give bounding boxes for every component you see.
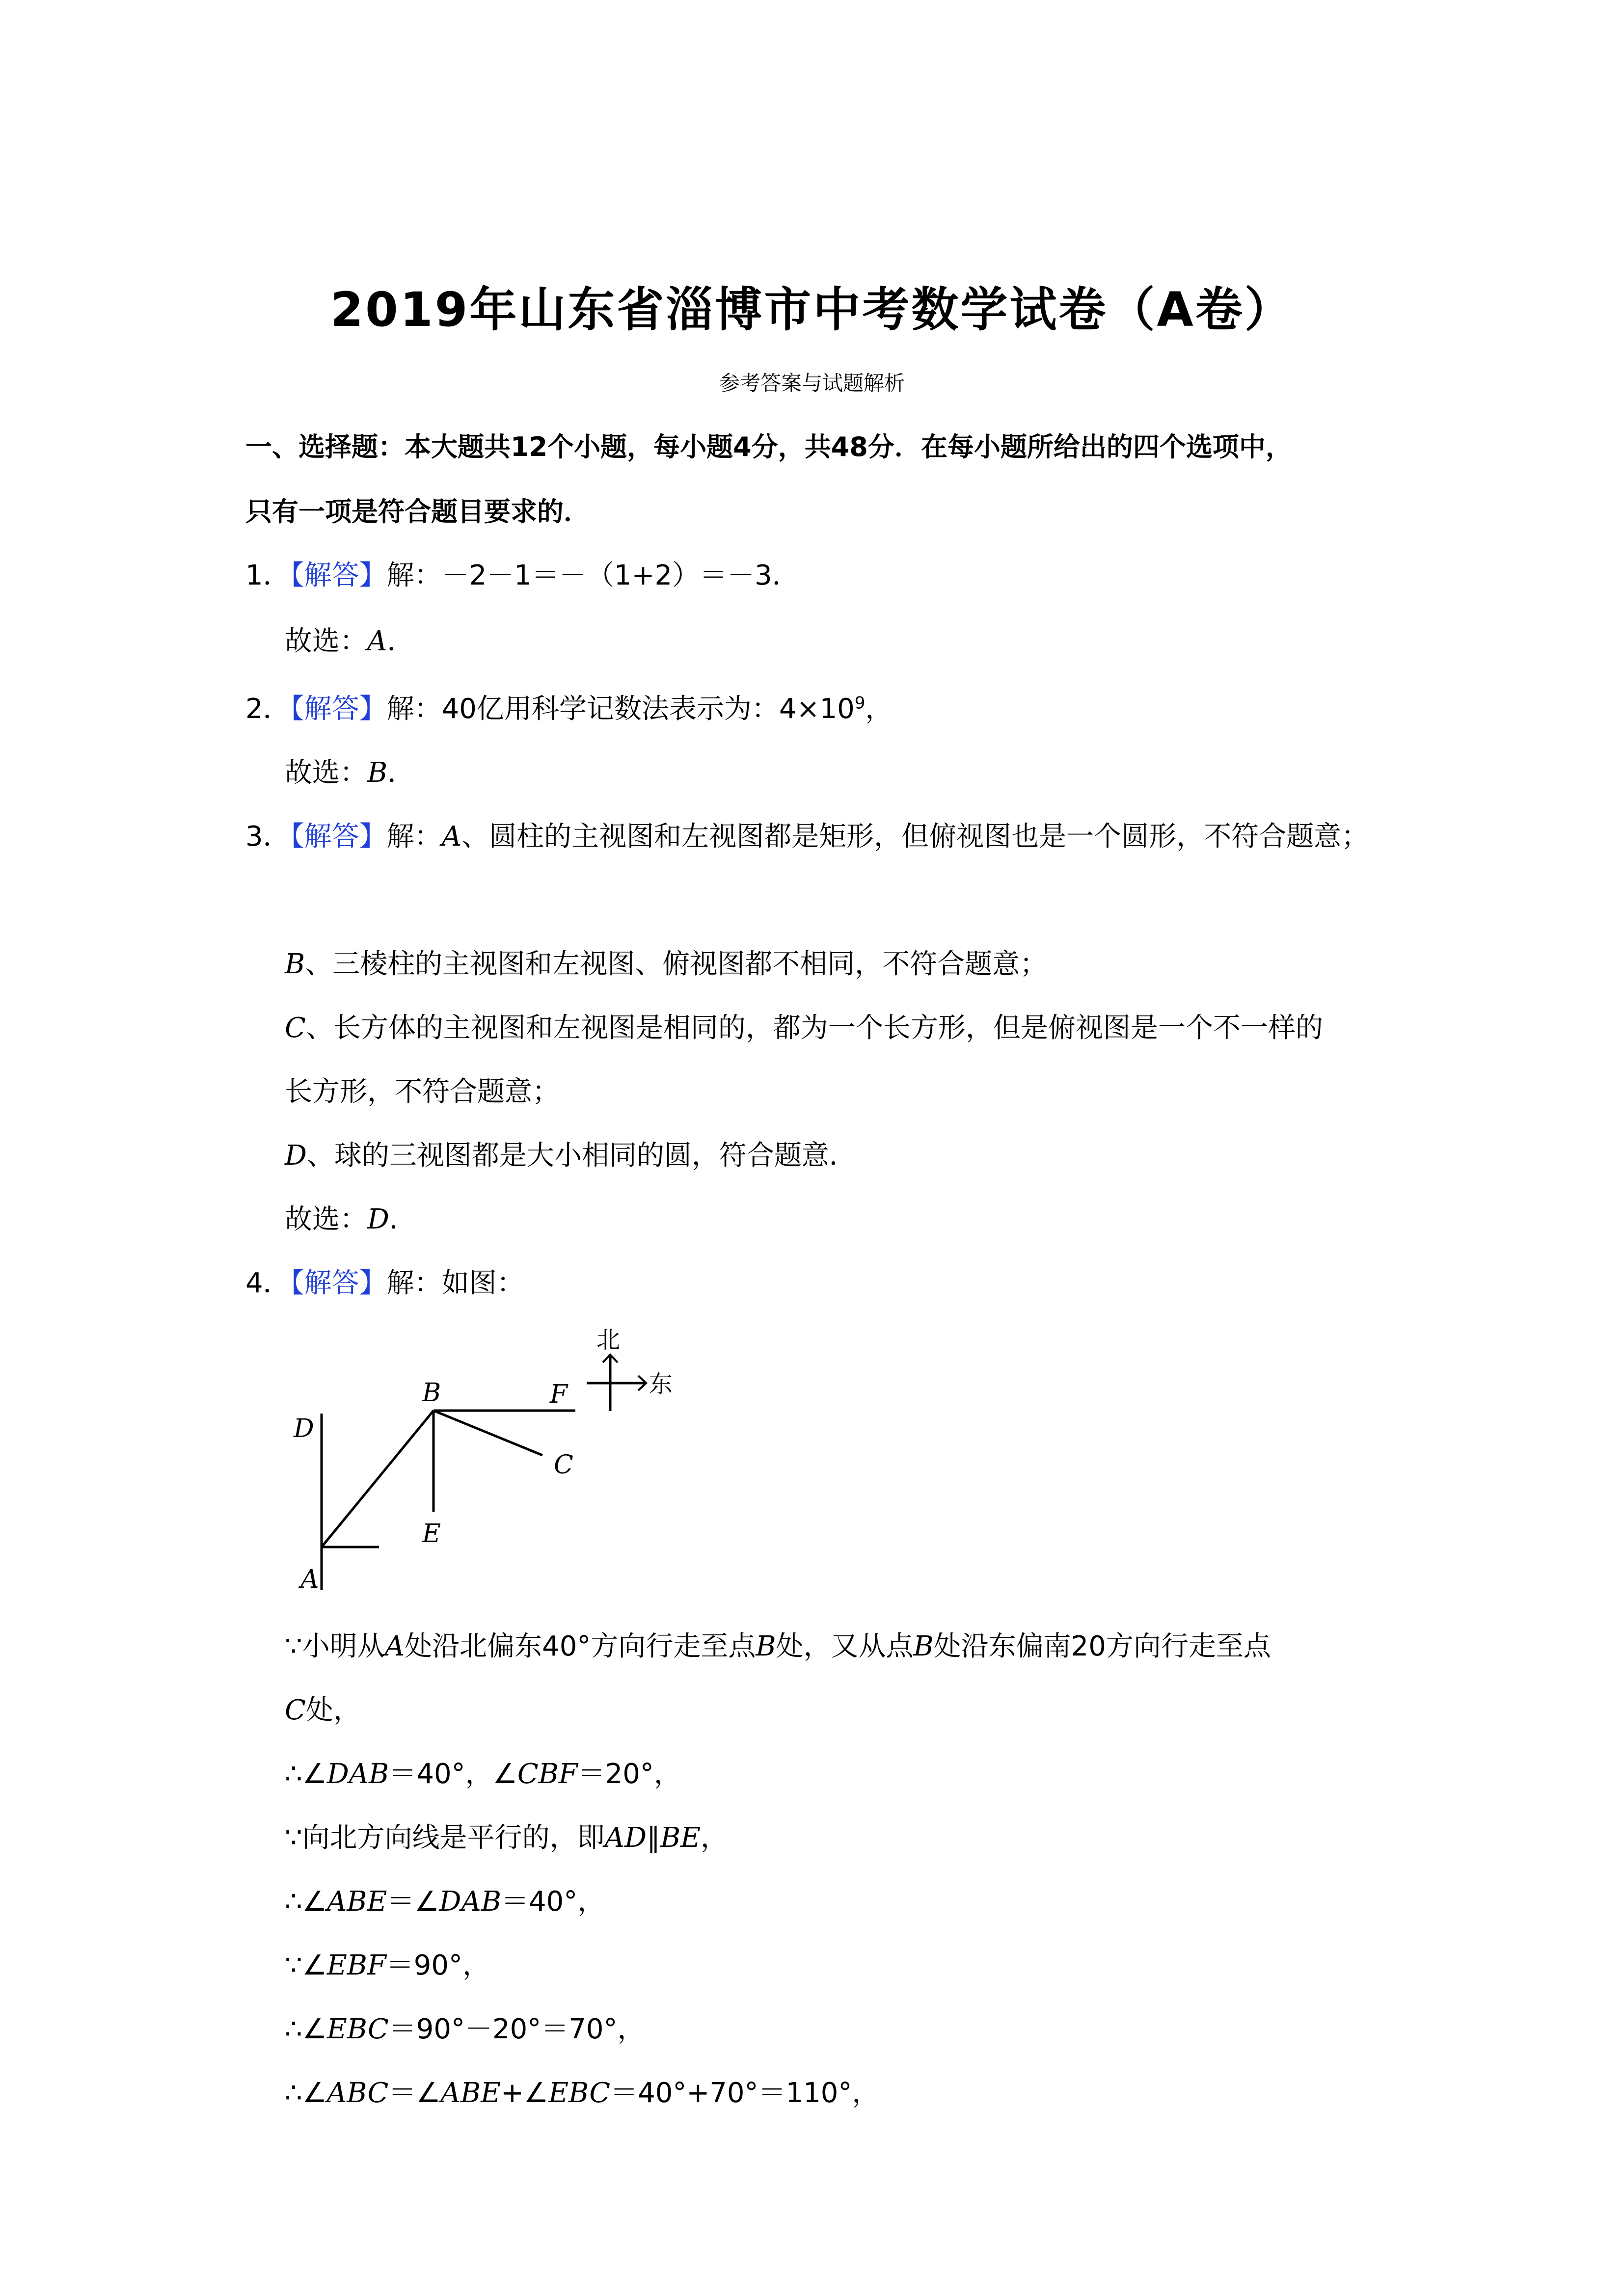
q3-option-b: B、三棱柱的主视图和左视图、俯视图都不相同，不符合题意；: [285, 948, 1048, 980]
q1-tag: 【解答】: [290, 560, 387, 591]
q1-answer: 故选：A．: [285, 625, 415, 657]
q4-line6: ∵∠EBF＝90°，: [285, 1949, 490, 1981]
q2-solution: 2．【解答】解：40亿用科学记数法表示为：$4\times 10^9$，: [245, 693, 893, 725]
label-A: A: [300, 1565, 319, 1594]
page-subtitle: 参考答案与试题解析: [719, 371, 905, 395]
q4-number: 4．: [245, 1267, 291, 1299]
q1-number: 1．: [245, 560, 291, 591]
label-C: C: [554, 1450, 573, 1480]
q4-solution: 4．【解答】解：如图：: [245, 1267, 524, 1299]
q2-number: 2．: [245, 693, 291, 725]
direction-figure: [275, 1315, 717, 1610]
q4-line4: ∵向北方向线是平行的，即AD∥BE，: [285, 1822, 729, 1854]
q3-number: 3．: [245, 821, 291, 853]
q4-line2: C处，: [285, 1694, 361, 1726]
q4-line8: ∴∠ABC＝∠ABE+∠EBC＝40°+70°＝110°，: [285, 2077, 880, 2109]
line-BC: [433, 1411, 542, 1455]
q3-option-c-cont: 长方形，不符合题意；: [285, 1076, 560, 1108]
q3-option-d: D、球的三视图都是大小相同的圆，符合题意．: [285, 1140, 857, 1172]
q3-tag: 【解答】: [290, 821, 387, 853]
q3-option-a: 3．【解答】解：A、圆柱的主视图和左视图都是矩形，但俯视图也是一个圆形，不符合题意；: [245, 821, 1369, 853]
label-north: 北: [596, 1326, 621, 1354]
q3-answer-letter: D: [367, 1203, 389, 1235]
q3-option-c: C、长方体的主视图和左视图是相同的，都为一个长方形，但是俯视图是一个不一样的: [285, 1012, 1323, 1044]
section-heading-line1: 一、选择题：本大题共12个小题，每小题4分，共48分．在每小题所给出的四个选项中，: [245, 431, 1292, 462]
q2-solution-text: 解：40亿用科学记数法表示为：4×10: [386, 693, 855, 725]
label-B: B: [422, 1378, 441, 1408]
q4-line3: ∴∠DAB＝40°，∠CBF＝20°，: [285, 1758, 681, 1790]
q2-exponent: 9: [854, 693, 866, 713]
q4-line1: ∵小明从A处沿北偏东40°方向行走至点B处，又从点B处沿东偏南20方向行走至点: [285, 1630, 1271, 1662]
q4-line7: ∴∠EBC＝90°－20°＝70°，: [285, 2013, 645, 2045]
q1-solution-text: 解：－2－1＝－（1+2）＝－3．: [386, 560, 800, 591]
page-title: 2019年山东省淄博市中考数学试卷（A卷）: [330, 282, 1294, 337]
q4-line5: ∴∠ABE＝∠DAB＝40°，: [285, 1886, 605, 1918]
label-F: F: [550, 1380, 568, 1409]
q2-answer: 故选：B．: [285, 757, 415, 789]
q4-tag: 【解答】: [290, 1267, 387, 1299]
label-east: 东: [649, 1370, 673, 1398]
section-heading-line2: 只有一项是符合题目要求的．: [245, 496, 590, 527]
q1-answer-letter: A: [367, 625, 387, 657]
q3-answer: 故选：D．: [285, 1203, 417, 1235]
q2-answer-letter: B: [367, 757, 388, 789]
q1-solution: [245, 554, 800, 593]
q2-tag: 【解答】: [290, 693, 387, 725]
label-D: D: [294, 1414, 314, 1443]
line-AB: [322, 1411, 433, 1547]
label-E: E: [422, 1519, 441, 1548]
